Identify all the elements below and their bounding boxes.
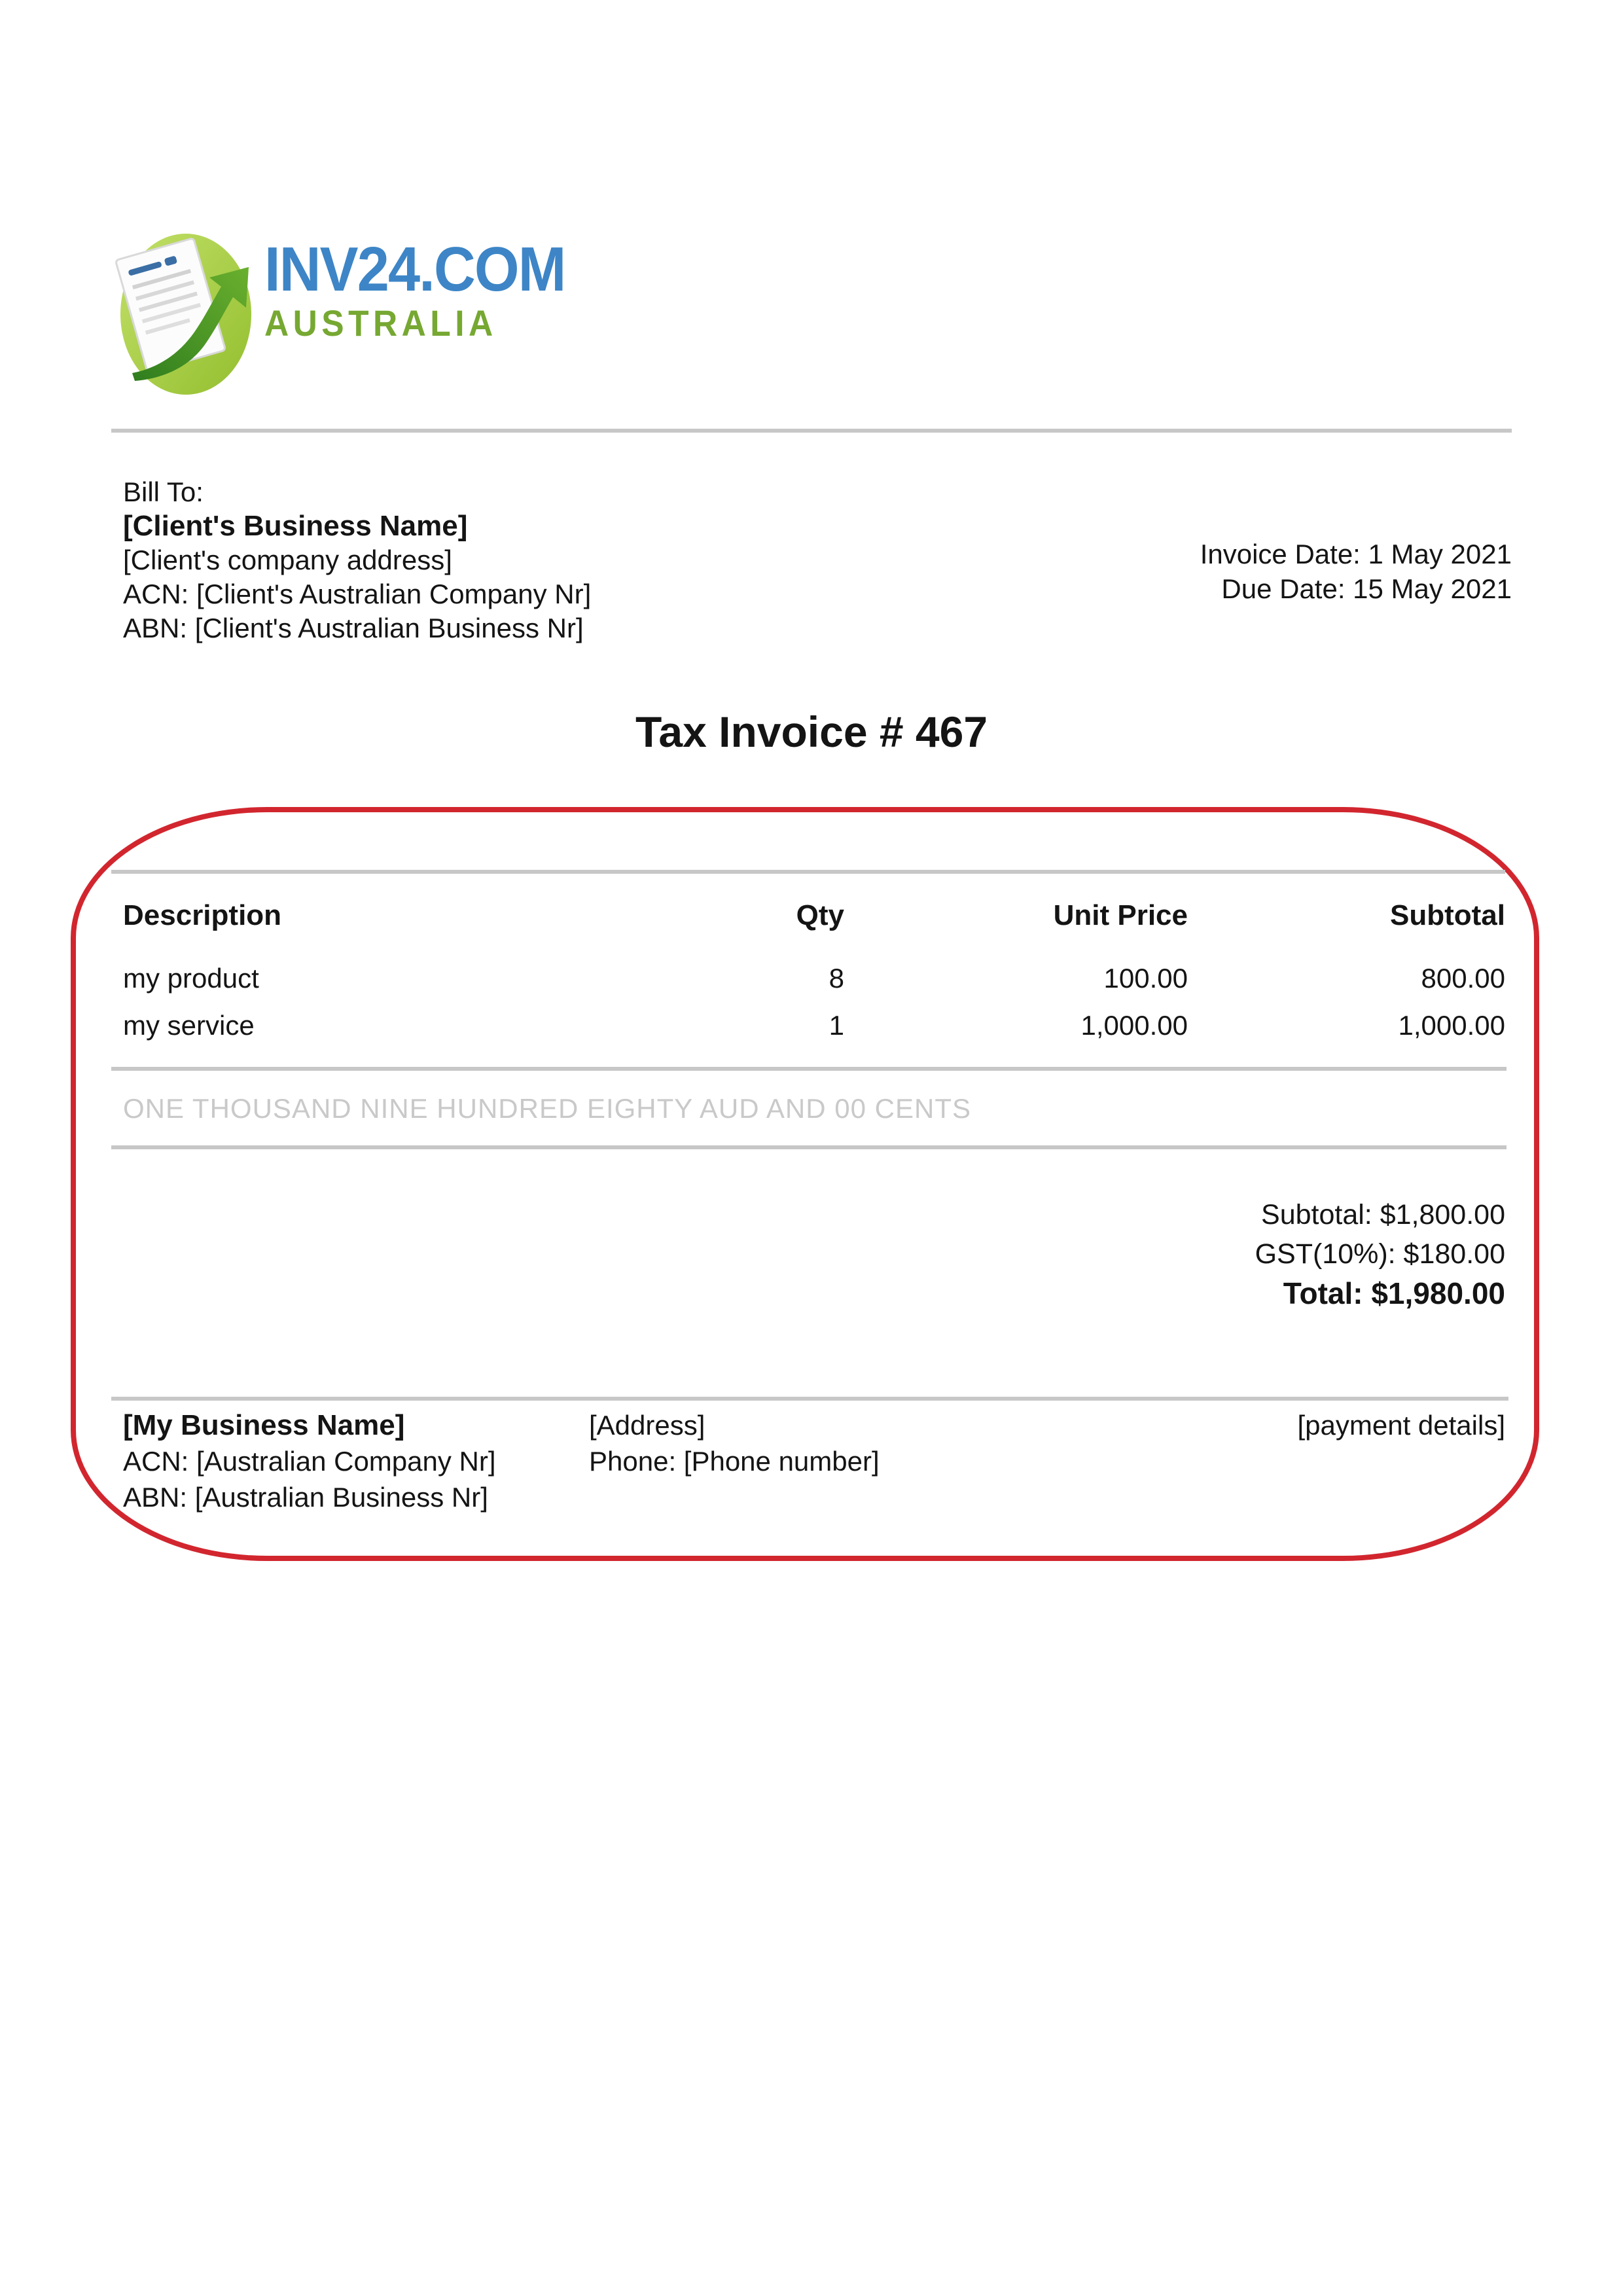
cell-description: my service [123,1010,255,1041]
totals-gst: GST(10%): $180.00 [1255,1238,1505,1270]
cell-qty: 8 [829,963,844,994]
amount-in-words: ONE THOUSAND NINE HUNDRED EIGHTY AUD AND 00 CENTS [123,1093,971,1124]
footer-divider [111,1397,1508,1401]
items-divider [111,1067,1507,1071]
due-date: Due Date: 15 May 2021 [1221,573,1512,604]
seller-abn: ABN: [Australian Business Nr] [123,1482,488,1513]
col-header-description: Description [123,899,282,931]
col-header-qty: Qty [796,899,844,931]
seller-acn: ACN: [Australian Company Nr] [123,1446,496,1477]
client-abn: ABN: [Client's Australian Business Nr] [123,613,584,643]
cell-qty: 1 [829,1010,844,1041]
payment-details: [payment details] [1297,1410,1505,1441]
seller-business-name: [My Business Name] [123,1409,405,1441]
seller-footer [123,1407,1505,1515]
page-title: Tax Invoice # 467 [635,708,988,756]
cell-description: my product [123,963,259,994]
items-table-header [111,870,1505,934]
table-row [111,955,1505,1002]
col-header-subtotal: Subtotal [1390,899,1505,931]
totals-block [1255,1195,1505,1313]
items-table [111,870,1505,1049]
cell-subtotal: 1,000.00 [1398,1010,1505,1041]
logo-region: AUSTRALIA [264,302,497,344]
header-divider [111,429,1512,433]
table-row [111,1002,1505,1049]
logo-brand: INV24.COM [264,234,565,304]
client-business-name: [Client's Business Name] [123,510,468,542]
client-acn: ACN: [Client's Australian Company Nr] [123,579,592,609]
cell-subtotal: 800.00 [1421,963,1505,994]
invoice-growth-arrow-icon [113,221,255,397]
cell-unit-price: 1,000.00 [1080,1010,1188,1041]
seller-address: [Address] [589,1410,705,1441]
client-company-address: [Client's company address] [123,545,452,575]
bill-to-block [123,475,591,645]
invoice-date: Invoice Date: 1 May 2021 [1200,539,1512,569]
items-table-rows [111,955,1505,1049]
seller-phone: Phone: [Phone number] [589,1446,880,1477]
totals-grand-total: Total: $1,980.00 [1283,1276,1505,1310]
logo [113,221,591,397]
seller-identity [123,1407,589,1515]
seller-contact [589,1407,1297,1515]
cell-unit-price: 100.00 [1103,963,1188,994]
col-header-unit-price: Unit Price [1053,899,1188,931]
words-divider [111,1145,1507,1149]
dates-block [1200,537,1512,606]
totals-subtotal: Subtotal: $1,800.00 [1261,1199,1505,1230]
logo-text [264,234,565,344]
bill-to-label: Bill To: [123,476,204,507]
